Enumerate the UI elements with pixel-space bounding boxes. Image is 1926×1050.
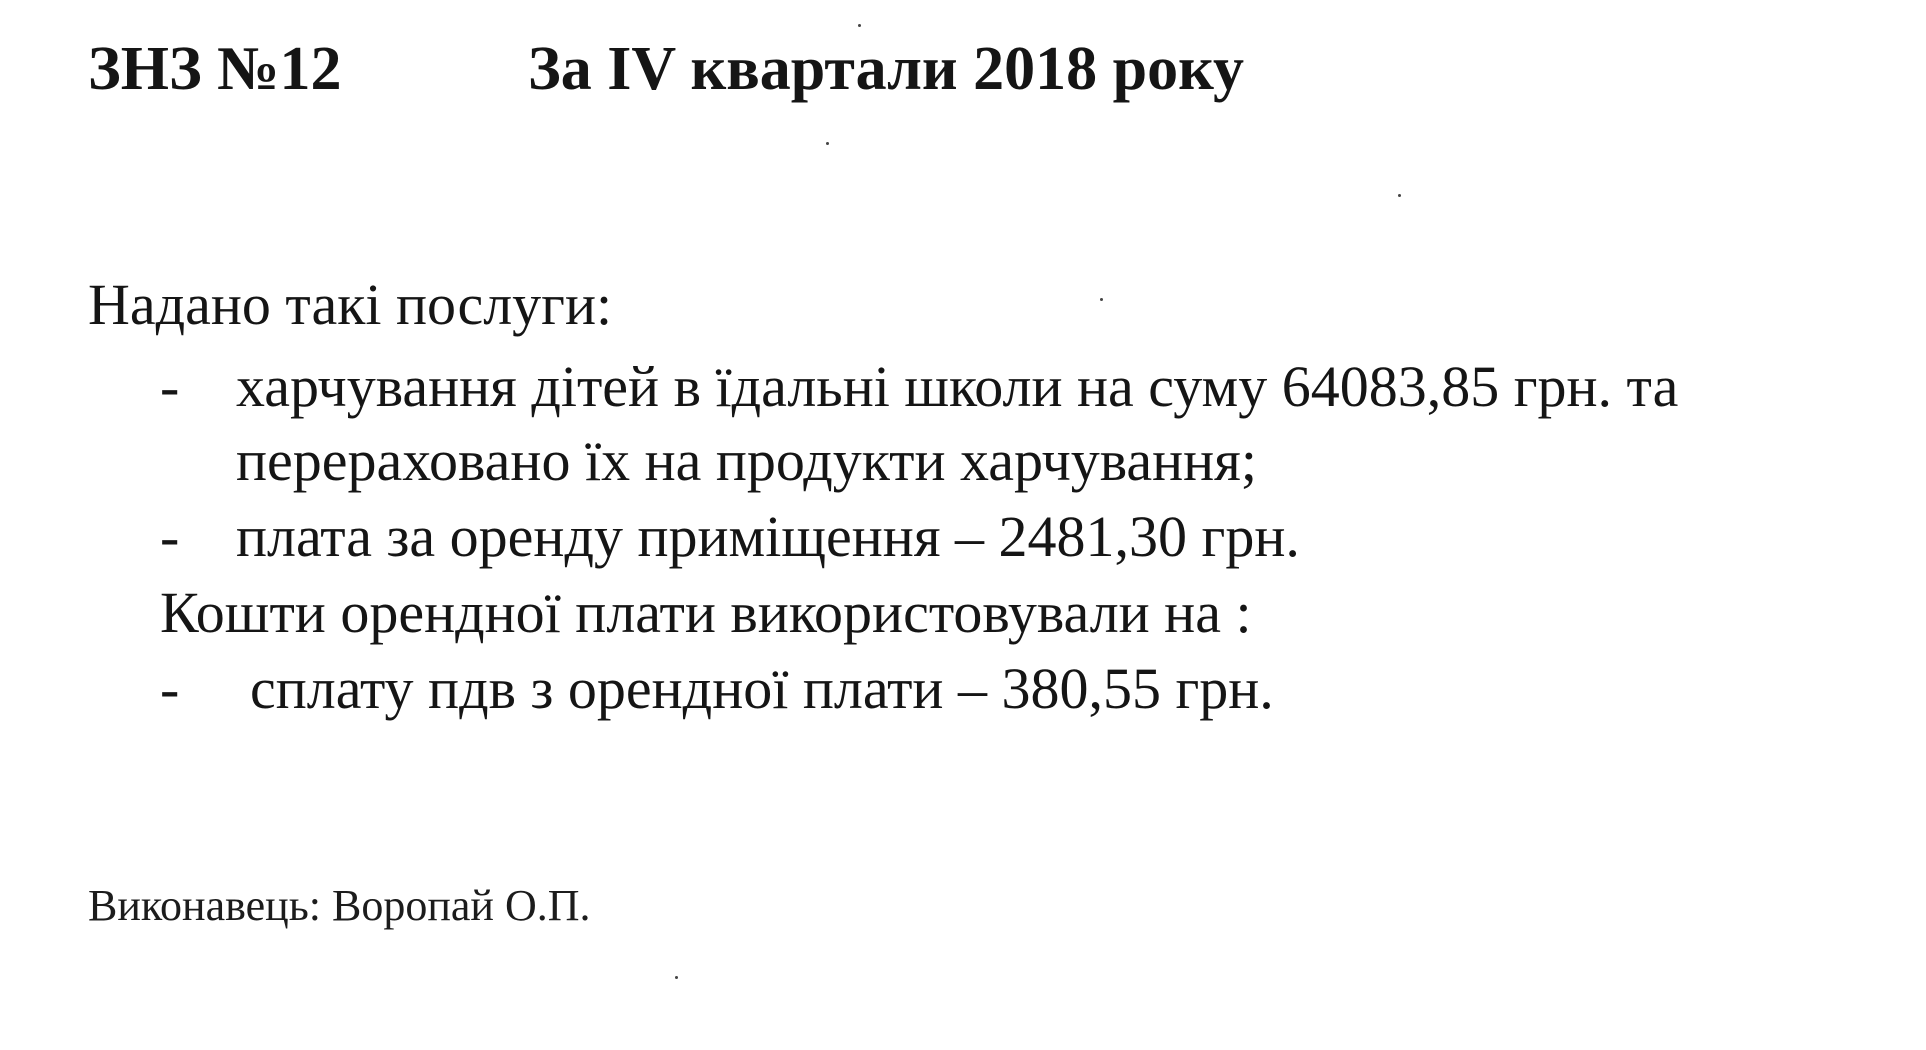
bullet-dash: - [160, 354, 180, 419]
scan-speck [675, 976, 678, 979]
bullet-dash: - [160, 504, 180, 569]
service-item-rent: плата за оренду приміщення – 2481,30 грн. [236, 504, 1300, 569]
services-heading: Надано такі послуги: [88, 272, 613, 337]
rent-usage-heading: Кошти орендної плати використовували на : [160, 580, 1252, 645]
scan-speck [1100, 298, 1103, 301]
rent-usage-item-vat: сплату пдв з орендної плати – 380,55 грн. [250, 656, 1274, 721]
scan-speck [858, 24, 861, 27]
bullet-dash: - [160, 656, 180, 721]
scan-speck [826, 142, 829, 145]
service-item-food-line-2: перераховано їх на продукти харчування; [236, 428, 1257, 493]
school-name: ЗНЗ №12 [88, 35, 342, 103]
report-period-title: За IV квартали 2018 року [528, 35, 1244, 103]
executor-signature-line: Виконавець: Воропай О.П. [88, 881, 591, 930]
scan-speck [1398, 194, 1401, 197]
service-item-food-line-1: харчування дітей в їдальні школи на суму 64083,85 грн. та [236, 354, 1679, 419]
